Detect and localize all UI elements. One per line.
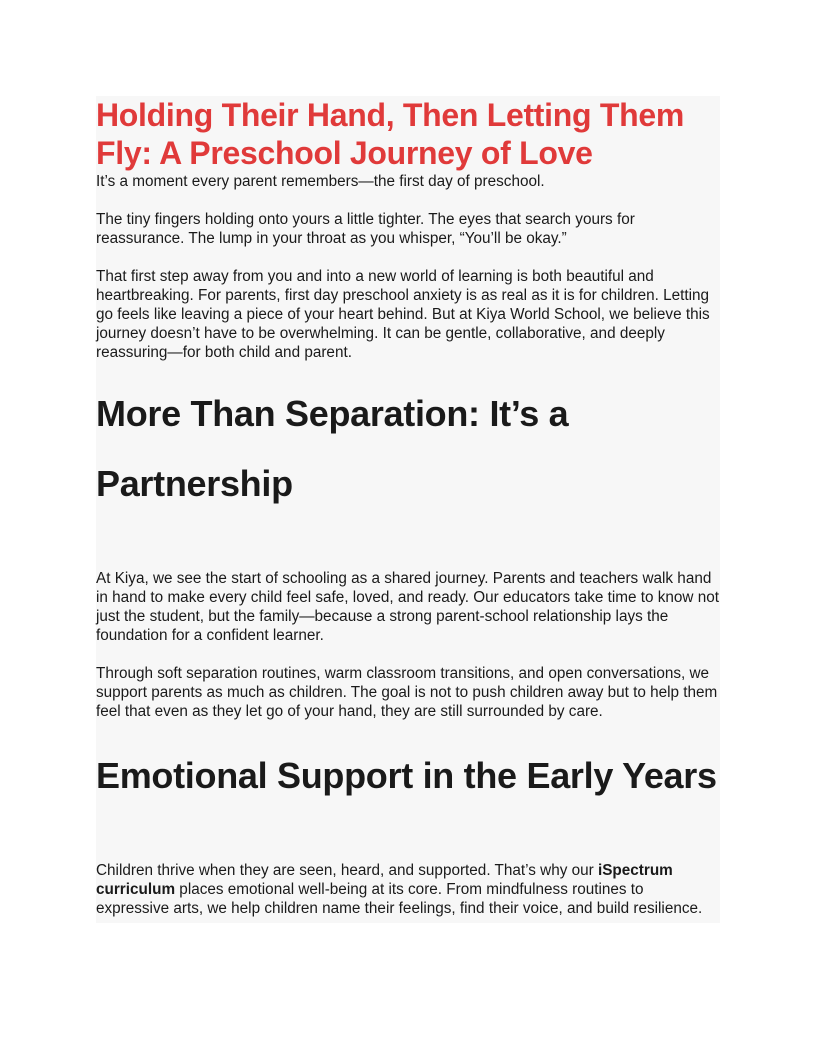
partnership-paragraph-2: Through soft separation routines, warm classroom transitions, and open conversations, we support parents as much as children. The goal is not to push children away but to help them feel that even as they let go of your hand, they are still surrounded by care. [96, 665, 718, 720]
paragraph-2: That first step away from you and into a new world of learning is both beautiful and heartbreaking. For parents, first day preschool anxiety is as real as it is for children. Letting go feels like leaving a piece of your heart behind. But at Kiya World School, we believe this journey doesn’t have to be overwhelming. It can be gentle, collaborative, and deeply reassuring—for both child and parent. [96, 268, 710, 361]
emotional-support-text-end: places emotional well-being at its core. From mindfulness routines to expressive arts, we help children name their feelings, find their voice, and build resilience. [96, 881, 703, 917]
intro-paragraph: It’s a moment every parent remembers—the first day of preschool. [96, 173, 545, 190]
emotional-support-text-start: Children thrive when they are seen, heard, and supported. That’s why our [96, 862, 598, 879]
ispectrum-curriculum-term: iSpectrum curriculum [96, 862, 673, 898]
section-heading-partnership: More Than Separation: It’s a Partnership [96, 393, 569, 504]
partnership-paragraph-1: At Kiya, we see the start of schooling as a shared journey. Parents and teachers walk hand in hand to make every child feel safe, loved, and ready. Our educators take time to know not just the student, but the family—because a strong parent-school relationship lays the foundation for a confident learner. [96, 570, 719, 644]
section-heading-emotional-support: Emotional Support in the Early Years [96, 755, 717, 796]
page-title: Holding Their Hand, Then Letting Them Fly: A Preschool Journey of Love [96, 97, 684, 171]
paragraph-1: The tiny fingers holding onto yours a little tighter. The eyes that search yours for reassurance. The lump in your throat as you whisper, “You’ll be okay.” [96, 211, 635, 247]
article [96, 96, 720, 923]
emotional-support-paragraph [96, 861, 720, 918]
